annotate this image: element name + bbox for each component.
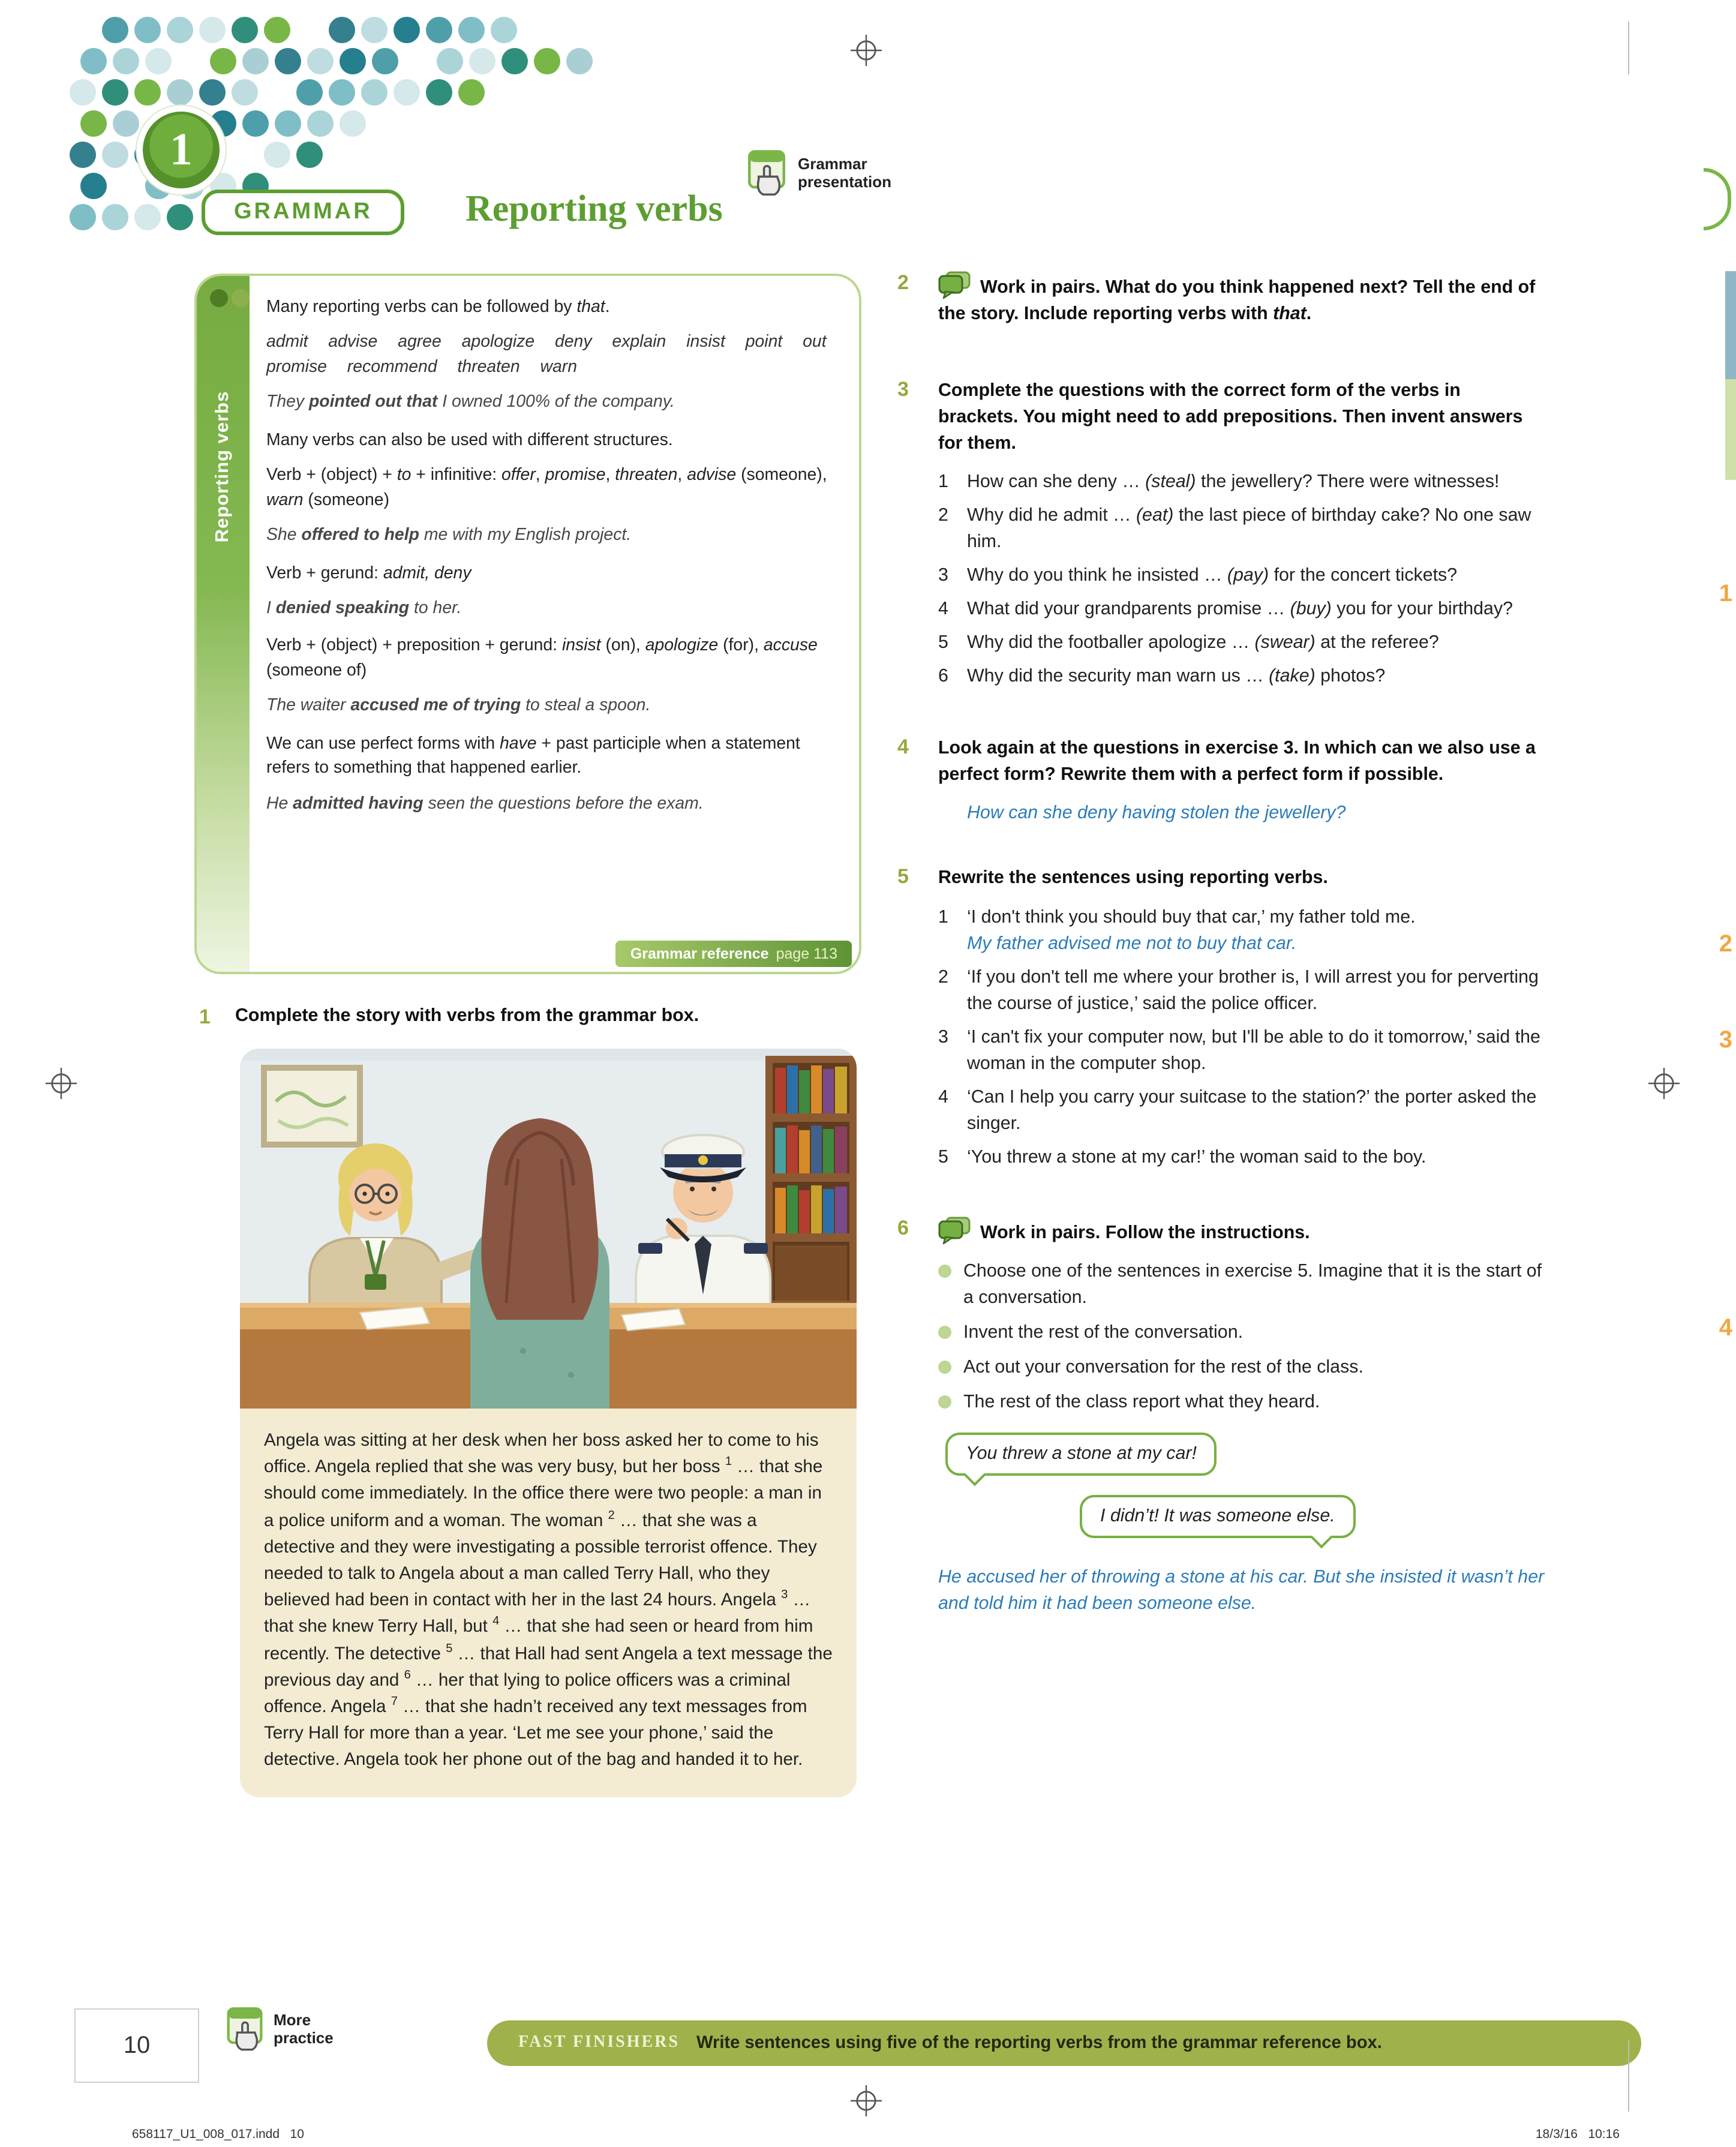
instruction-bullet: Invent the rest of the conversation.	[938, 1320, 1545, 1346]
page-bleed-strip	[1725, 271, 1736, 379]
exercise-3	[897, 378, 1545, 698]
margin-tab: 4	[1719, 1315, 1732, 1341]
grammar-structure: Verb + (object) + preposition + gerund: insist (on), apologize (for), accuse (someone of)	[266, 636, 818, 680]
fast-finishers-bar	[487, 2020, 1641, 2066]
sentence-item: 3 ‘I can't fix your computer now, but I'll be able to do it tomorrow,’ said the woman in the computer shop.	[938, 1026, 1540, 1074]
exercise-number: 1	[199, 1005, 211, 1028]
page-bleed-strip	[1725, 379, 1736, 480]
fast-finishers-label: FAST FINISHERS	[518, 2034, 680, 2052]
woman-back-view	[470, 1118, 609, 1409]
exercise-6	[897, 1217, 1545, 1618]
grammar-example: She offered to help me with my English project.	[266, 526, 632, 545]
exercise-instruction: Complete the questions with the correct form of the verbs in brackets. You might need to add prepositions. Then invent answers for them.	[938, 380, 1523, 454]
grammar-label: GRAMMAR	[202, 190, 405, 235]
grammar-reference-box	[194, 274, 861, 974]
decor-curve	[1704, 168, 1731, 230]
grammar-rule: Many reporting verbs can be followed by that.	[266, 298, 610, 317]
exercise-number: 6	[897, 1216, 909, 1239]
unit-number: 1	[170, 125, 193, 175]
more-practice-label: More practice	[274, 2011, 334, 2047]
grammar-reference-label: Grammar reference	[630, 945, 769, 962]
instruction-bullet: The rest of the class report what they heard.	[938, 1389, 1545, 1416]
more-practice-link	[226, 2006, 334, 2054]
exercise-4	[897, 736, 1545, 827]
exercise-instruction: Look again at the questions in exercise 3. In which can we also use a perfect form? Rewrite them with a perfect form if possible.	[938, 738, 1536, 785]
page-title: Reporting verbs	[465, 187, 723, 229]
margin-tab: 3	[1719, 1027, 1732, 1053]
speech-bubble-icon	[938, 271, 971, 299]
model-answer: He accused her of throwing a stone at his car. But she insisted it wasn’t her and told him it had been someone else.	[938, 1567, 1545, 1614]
bullet-icon	[938, 1326, 951, 1339]
instruction-bullet: Act out your conversation for the rest of the class.	[938, 1355, 1545, 1381]
story-card	[240, 1049, 857, 1798]
grammar-box-content	[266, 295, 840, 829]
exercise-number: 5	[897, 865, 909, 888]
grammar-example: They pointed out that I owned 100% of the company.	[266, 392, 675, 412]
grammar-reference-page: page 113	[776, 945, 837, 962]
registration-mark	[851, 2085, 882, 2116]
fast-finishers-task: Write sentences using five of the reporting verbs from the grammar reference box.	[696, 2034, 1382, 2053]
sentence-item: 1 ‘I don't think you should buy that car,’ my father told me. My father advised me not to buy that car.	[938, 904, 1545, 957]
grammar-rule: We can use perfect forms with have + past participle when a statement refers to something that happened earlier.	[266, 734, 800, 778]
question-item: 5 Why did the footballer apologize … (swear) at the referee?	[938, 632, 1439, 653]
exercise-1-heading	[199, 1005, 871, 1029]
sentence-item: 2 ‘If you don't tell me where your brother is, I will arrest you for perverting the course of justice,’ said the police officer.	[938, 966, 1539, 1014]
margin-tab: 2	[1719, 931, 1732, 957]
grammar-presentation-label: Grammar presentation	[798, 155, 892, 191]
right-column	[897, 271, 1545, 1656]
story-text: Angela was sitting at her desk when her boss asked her to come to his office. Angela replied that she was very busy, but her boss $^1$ … that she should come immediately. In the office there were two people: a man in a police uniform and a woman. The woman $^2$ … that she was a detective and they were investigating a possible terrorist offence. They needed to talk to Angela about a man called Terry Hall, who they believed had been in contact with her in the last 24 hours. Angela $^3$ … that she knew Terry Hall, but $^4$ … that she had seen or heard from him recently. The detective $^5$ … that Hall had sent Angela a text message the previous day and $^6$ … her that lying to police officers was a criminal offence. Angela $^7$ … that she hadn’t received any text messages from Terry Hall for more than a year. ‘Let me see your phone,’ said the detective. Angela took her phone out of the bag and handed it to her.	[264, 1431, 833, 1770]
bubble-tail	[964, 1464, 986, 1487]
sentence-item: 5 ‘You threw a stone at my car!’ the woman said to the boy.	[938, 1146, 1426, 1167]
model-answer: How can she deny having stolen the jewellery?	[967, 803, 1346, 824]
registration-mark	[46, 1068, 77, 1099]
question-item: 2 Why did he admit … (eat) the last piece of birthday cake? No one saw him.	[938, 505, 1531, 552]
office-scene-illustration	[240, 1049, 857, 1409]
bookshelf	[765, 1056, 857, 1308]
speech-bubble: I didn’t! It was someone else.	[1080, 1495, 1356, 1538]
grammar-structure: Verb + (object) + to + infinitive: offer, promise, threaten, advise (someone), warn (someone)	[266, 466, 827, 510]
unit-number-badge	[137, 106, 226, 194]
print-date-info: 18/3/16 10:16	[1535, 2127, 1620, 2142]
instruction-bullet: Choose one of the sentences in exercise 5. Imagine that it is the start of a conversation.	[938, 1259, 1545, 1311]
bullet-icon	[938, 1395, 951, 1409]
grammar-example: He admitted having seen the questions before the exam.	[266, 794, 704, 813]
question-item: 6 Why did the security man warn us … (take) photos?	[938, 666, 1386, 687]
trim-mark	[1628, 22, 1629, 74]
question-item: 1 How can she deny … (steal) the jewellery? There were witnesses!	[938, 472, 1500, 493]
grammar-presentation-link	[746, 149, 891, 199]
speech-bubble: You threw a stone at my car!	[945, 1433, 1217, 1476]
grammar-reference-tag	[616, 941, 852, 967]
exercise-instruction: Work in pairs. Follow the instructions.	[938, 1217, 1545, 1247]
reporting-verbs-list: admit advise agree apologize deny explain insist point out promise recommend threaten warn	[266, 332, 827, 377]
exercise-2	[897, 271, 1545, 340]
grammar-example: I denied speaking to her.	[266, 598, 462, 618]
page-number: 10	[74, 2008, 199, 2083]
bubble-tail	[1310, 1527, 1332, 1549]
bullet-icon	[938, 1265, 951, 1278]
trim-mark	[1628, 2040, 1629, 2112]
decor-dot	[232, 289, 250, 307]
grammar-box-side-label: Reporting verbs	[212, 391, 233, 543]
exercise-number: 4	[897, 735, 909, 759]
grammar-box-side-strip	[197, 276, 250, 972]
print-file-info: 658117_U1_008_017.indd 10	[132, 2127, 304, 2142]
registration-mark	[851, 35, 882, 66]
speech-bubble-icon	[938, 1217, 971, 1244]
exercise-instruction: Rewrite the sentences using reporting verbs.	[938, 867, 1328, 888]
registration-mark	[1648, 1068, 1680, 1099]
hand-pointer-icon	[226, 2006, 264, 2054]
decor-dot	[210, 289, 228, 307]
exercise-number: 3	[897, 378, 909, 401]
exercise-instruction: Complete the story with verbs from the grammar box.	[235, 1005, 699, 1026]
model-answer: My father advised me not to buy that car.	[967, 933, 1297, 954]
exercise-5	[897, 866, 1545, 1178]
wall-frame	[264, 1068, 360, 1145]
question-item: 3 Why do you think he insisted … (pay) for the concert tickets?	[938, 565, 1458, 586]
hand-pointer-icon	[746, 149, 787, 199]
bullet-icon	[938, 1361, 951, 1374]
grammar-rule: Many verbs can also be used with different structures.	[266, 430, 673, 450]
grammar-example: The waiter accused me of trying to steal a spoon.	[266, 696, 651, 716]
grammar-structure: Verb + gerund: admit, deny	[266, 563, 471, 582]
margin-tab: 1	[1719, 581, 1732, 607]
question-item: 4 What did your grandparents promise … (buy) you for your birthday?	[938, 599, 1513, 620]
sentence-item: 4 ‘Can I help you carry your suitcase to the station?’ the porter asked the singer.	[938, 1086, 1537, 1134]
exercise-instruction: Work in pairs. What do you think happened next? Tell the end of the story. Include reporting verbs with that.	[938, 271, 1545, 328]
exercise-number: 2	[897, 271, 909, 294]
